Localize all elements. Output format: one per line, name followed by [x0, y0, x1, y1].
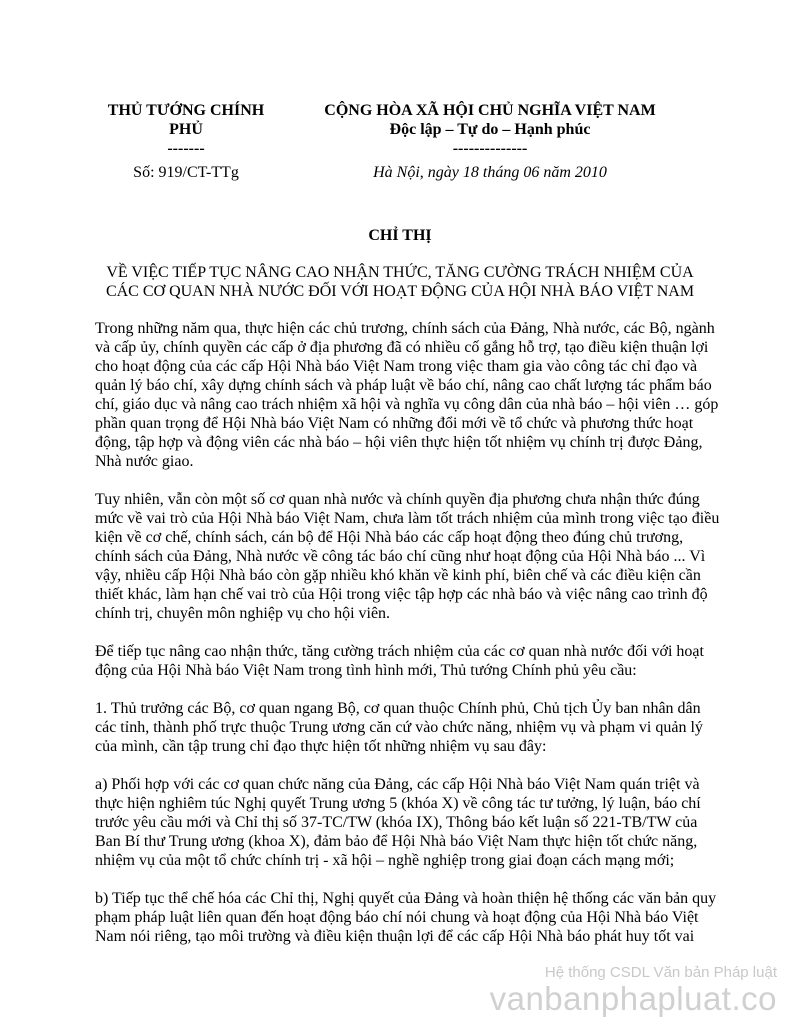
issuer-rule: -------	[167, 140, 205, 157]
document-body	[95, 319, 720, 965]
document-date: Hà Nội, ngày 18 tháng 06 năm 2010	[373, 164, 607, 181]
paragraph-item-1: 1. Thủ trưởng các Bộ, cơ quan ngang Bộ, cơ quan thuộc Chính phủ, Chủ tịch Ủy ban nhân dân các tỉnh, thành phố trực thuộc Trung ương căn cứ vào chức năng, nhiệm vụ và phạm vi quản lý của mình, cần tập trung chỉ đạo thực hiện tốt những nhiệm vụ sau đây:	[95, 700, 703, 755]
motto: Độc lập – Tự do – Hạnh phúc	[389, 121, 591, 138]
subject-line-1: VỀ VIỆC TIẾP TỤC NÂNG CAO NHẬN THỨC, TĂNG CƯỜNG TRÁCH NHIỆM CỦA	[106, 264, 694, 281]
paragraph-item-1a: a) Phối hợp với các cơ quan chức năng của Đảng, các cấp Hội Nhà báo Việt Nam quán triệt và thực hiện nghiêm túc Nghị quyết Trung ương 5 (khóa X) về công tác tư tưởng, lý luận, báo chí trước yêu cầu mới và Chỉ thị số 37-TC/TW (khóa IX), Thông báo kết luận số 221-TB/TW của Ban Bí thư Trung ương (khoa X), đảm bảo để Hội Nhà báo Việt Nam thực hiện tốt chức năng, nhiệm vụ của một tổ chức chính trị - xã hội – nghề nghiệp trong giai đoạn cách mạng mới;	[95, 776, 701, 869]
document-number: Số: 919/CT-TTg	[133, 164, 239, 181]
national-motto-block	[290, 101, 690, 158]
document-type: CHỈ THỊ	[368, 227, 432, 244]
paragraph-item-1b: b) Tiếp tục thể chế hóa các Chỉ thị, Nghị quyết của Đảng và hoàn thiện hệ thống các văn bản quy phạm pháp luật liên quan đến hoạt động báo chí nói chung và hoạt động của Hội Nhà báo Việt Nam nói riêng, tạo môi trường và điều kiện thuận lợi để các cấp Hội Nhà báo phát huy tốt vai	[95, 890, 717, 945]
country-name: CỘNG HÒA XÃ HỘI CHỦ NGHĨA VIỆT NAM	[324, 102, 656, 119]
watermark-site: vanbanphapluat.co	[489, 980, 777, 1017]
subject-line-2: CÁC CƠ QUAN NHÀ NƯỚC ĐỐI VỚI HOẠT ĐỘNG CỦA HỘI NHÀ BÁO VIỆT NAM	[105, 283, 695, 300]
issuer-name-line1: THỦ TƯỚNG CHÍNH	[107, 102, 265, 119]
paragraph-request: Để tiếp tục nâng cao nhận thức, tăng cường trách nhiệm của các cơ quan nhà nước đối với hoạt động của Hội Nhà báo Việt Nam trong tình hình mới, Thủ tướng Chính phủ yêu cầu:	[95, 643, 704, 679]
watermark-caption: Hệ thống CSDL Văn bản Pháp luật	[544, 964, 777, 981]
issuer-block	[96, 101, 276, 158]
motto-rule: --------------	[452, 140, 528, 157]
paragraph-intro: Trong những năm qua, thực hiện các chủ trương, chính sách của Đảng, Nhà nước, các Bộ, ngành và cấp ủy, chính quyền các cấp ở địa phương đã có nhiều cố gắng hỗ trợ, tạo điều kiện thuận lợi cho hoạt động của các cấp Hội Nhà báo Việt Nam trong việc tham gia vào công tác chỉ đạo và quản lý báo chí, xây dựng chính sách và pháp luật về báo chí, nâng cao chất lượng tác phẩm báo chí, giáo dục và nâng cao trách nhiệm xã hội và nghĩa vụ công dân của nhà báo – hội viên … góp phần quan trọng để Hội Nhà báo Việt Nam có những đổi mới về tổ chức và phương thức hoạt động, tập hợp và động viên các nhà báo – hội viên thực hiện tốt nhiệm vụ chính trị được Đảng, Nhà nước giao.	[95, 320, 719, 470]
issuer-name-line2: PHỦ	[169, 121, 203, 138]
document-subject	[80, 263, 720, 301]
paragraph-issues: Tuy nhiên, vẫn còn một số cơ quan nhà nước và chính quyền địa phương chưa nhận thức đúng mức về vai trò của Hội Nhà báo Việt Nam, chưa làm tốt trách nhiệm của mình trong việc tạo điều kiện về cơ chế, chính sách, cán bộ để Hội Nhà báo các cấp hoạt động theo đúng chủ trương, chính sách của Đảng, Nhà nước về công tác báo chí cũng như hoạt động của Hội Nhà báo ... Vì vậy, nhiều cấp Hội Nhà báo còn gặp nhiều khó khăn về kinh phí, biên chế và các điều kiện cần thiết khác, làm hạn chế vai trò của Hội trong việc tập hợp các nhà báo và việc nâng cao trình độ chính trị, chuyên môn nghiệp vụ cho hội viên.	[95, 491, 720, 622]
